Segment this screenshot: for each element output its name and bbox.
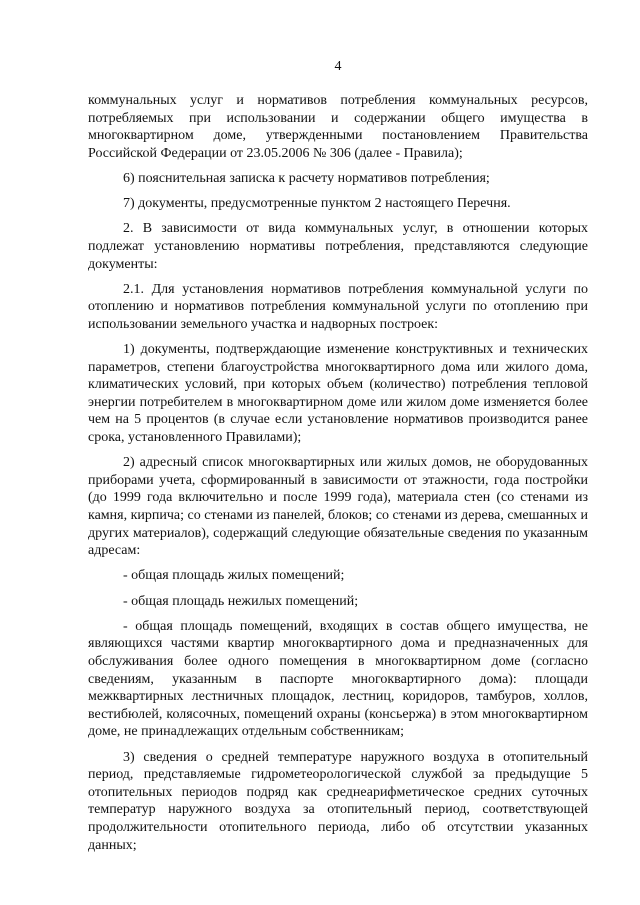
list-item-residential-area: - общая площадь жилых помещений; xyxy=(123,568,345,584)
paragraph-subitem-3: 3) сведения о средней температуре наружного воздуха в отопительный период, представляемые гидрометеорологической службой за предыдущие 5 отопительных периодов подряд как среднеарифметическое средних суточных температур наружного воздуха за отопительный период, соответствующей продолжительности отопительного периода, либо об отсутствии указанных данных; xyxy=(88,749,588,853)
page-number: 4 xyxy=(334,59,342,74)
list-item-common-property-area: - общая площадь помещений, входящих в состав общего имущества, не являющихся частями квартир многоквартирного дома и предназначенных для обслуживания более одного помещения в многоквартирном доме (согласно сведениям, указанным в паспорте многоквартирного дома): площади межквартирных лестничных площадок, лестниц, коридоров, тамбуров, холлов, вестибюлей, колясочных, помещений охраны (консьержа) в этом многоквартирном доме, не принадлежащих отдельным собственникам; xyxy=(88,618,588,740)
paragraph-subitem-1: 1) документы, подтверждающие изменение конструктивных и технических параметров, степени благоустройства многоквартирного дома или жилого дома, климатических условий, при которых объем (количество) потребления тепловой энергии потребителем в многоквартирном доме или жилом доме изменяется более чем на 5 процентов (в случае если установление нормативов производится ранее срока, установленного Правилами); xyxy=(88,342,588,446)
paragraph-section-2: 2. В зависимости от вида коммунальных услуг, в отношении которых подлежат установлению нормативы потребления, представляются следующие документы: xyxy=(88,221,588,272)
paragraph-subitem-2: 2) адресный список многоквартирных или жилых домов, не оборудованных приборами учета, сформированный в зависимости от этажности, года постройки (до 1999 года включительно и после 1999 года), материала стен (со стенами из камня, кирпича; со стенами из панелей, блоков; со стенами из дерева, смешанных и других материалов), содержащий следующие обязательные сведения по указанным адресам: xyxy=(88,455,589,559)
paragraph-item-7: 7) документы, предусмотренные пунктом 2 настоящего Перечня. xyxy=(123,196,511,212)
paragraph-section-2-1: 2.1. Для установления нормативов потребления коммунальной услуги по отоплению и нормативов потребления коммунальной услуги по отоплению при использовании земельного участка и надворных построек: xyxy=(88,281,588,332)
paragraph-rules-reference: коммунальных услуг и нормативов потребления коммунальных ресурсов, потребляемых при использовании и содержании общего имущества в многоквартирном доме, утвержденными постановлением Правительства Российской Федерации от 23.05.2006 № 306 (далее - Правила); xyxy=(88,93,588,161)
list-item-nonresidential-area: - общая площадь нежилых помещений; xyxy=(123,593,359,609)
paragraph-item-6: 6) пояснительная записка к расчету нормативов потребления; xyxy=(123,170,490,186)
